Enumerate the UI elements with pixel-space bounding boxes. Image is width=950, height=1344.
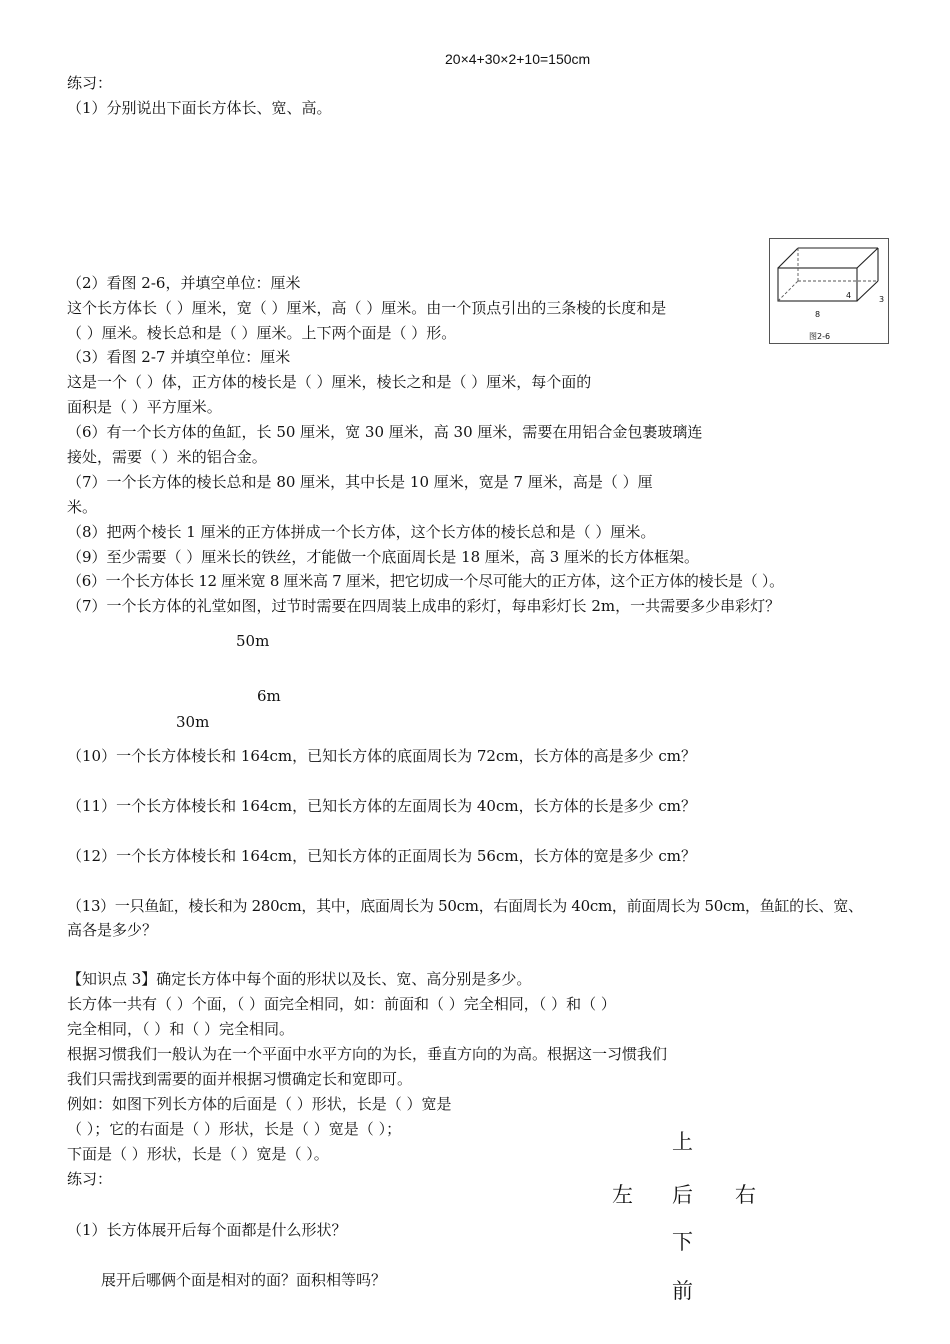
question-11: （11）一个长方体棱长和 164cm，已知长方体的左面周长为 40cm，长方体的长是多少 cm？ xyxy=(67,797,696,815)
face-label-front: 前 xyxy=(672,1279,693,1303)
question-13-line-1: （13）一只鱼缸，棱长和为 280cm，其中，底面周长为 50cm，右面周长为 40cm，前面周长为 50cm，鱼缸的长、宽、 xyxy=(67,897,863,915)
question-2-heading: （2）看图 2-6，并填空单位：厘米 xyxy=(67,274,301,292)
question-6b: （6）一个长方体长 12 厘米宽 8 厘米高 7 厘米，把它切成一个尽可能大的正方体，这个正方体的棱长是（ ）。 xyxy=(67,572,784,590)
face-label-back: 后 xyxy=(672,1183,693,1207)
face-label-bottom: 下 xyxy=(672,1230,693,1254)
knowledge-point-3-line-1: 长方体一共有（ ）个面，（ ）面完全相同，如：前面和（ ）完全相同，（ ）和（ ） xyxy=(67,995,616,1013)
practice-2: 展开后哪俩个面是相对的面？面积相等吗？ xyxy=(101,1271,387,1289)
example-line-2: （ ）；它的右面是（ ）形状，长是（ ）宽是（ ）； xyxy=(67,1120,402,1138)
cuboid-figure-2-6 xyxy=(769,238,889,344)
figure-label-4: 4 xyxy=(846,291,852,300)
face-label-right: 右 xyxy=(735,1183,756,1207)
question-9: （9）至少需要（ ）厘米长的铁丝，才能做一个底面周长是 18 厘米，高 3 厘米的长方体框架。 xyxy=(67,548,700,566)
question-2-line-1: 这个长方体长（ ）厘米，宽（ ）厘米，高（ ）厘米。由一个顶点引出的三条棱的长度和是 xyxy=(67,299,667,317)
dimension-50m: 50m xyxy=(236,632,270,650)
knowledge-point-3-line-2: 完全相同，（ ）和（ ）完全相同。 xyxy=(67,1020,295,1038)
question-7b: （7）一个长方体的礼堂如图，过节时需要在四周装上成串的彩灯，每串彩灯长 2m，一共需要多少串彩灯？ xyxy=(67,597,781,615)
question-8: （8）把两个棱长 1 厘米的正方体拼成一个长方体，这个长方体的棱长总和是（ ）厘米。 xyxy=(67,523,656,541)
dimension-30m: 30m xyxy=(176,713,210,731)
question-6-line-2: 接处，需要（ ）米的铝合金。 xyxy=(67,448,267,466)
question-2-line-2: （ ）厘米。棱长总和是（ ）厘米。上下两个面是（ ）形。 xyxy=(67,324,457,342)
figure-label-3: 3 xyxy=(879,295,885,304)
exercise-heading-2: 练习： xyxy=(67,1170,113,1188)
question-13-line-2: 高各是多少？ xyxy=(67,921,158,939)
question-7-line-2: 米。 xyxy=(67,498,98,516)
face-label-top: 上 xyxy=(672,1130,693,1154)
knowledge-point-3-line-4: 我们只需找到需要的面并根据习惯确定长和宽即可。 xyxy=(67,1070,413,1088)
knowledge-point-3-heading: 【知识点 3】确定长方体中每个面的形状以及长、宽、高分别是多少。 xyxy=(67,970,532,988)
knowledge-point-3-line-3: 根据习惯我们一般认为在一个平面中水平方向的为长，垂直方向的为高。根据这一习惯我们 xyxy=(67,1045,668,1063)
formula-line: 20×4+30×2+10=150cm xyxy=(445,51,591,67)
question-7-line-1: （7）一个长方体的棱长总和是 80 厘米，其中长是 10 厘米，宽是 7 厘米，高是（ ）厘 xyxy=(67,473,653,491)
question-1: （1）分别说出下面长方体长、宽、高。 xyxy=(67,99,332,117)
question-10: （10）一个长方体棱长和 164cm，已知长方体的底面周长为 72cm，长方体的高是多少 cm？ xyxy=(67,747,696,765)
question-3-heading: （3）看图 2-7 并填空单位：厘米 xyxy=(67,348,291,366)
exercise-heading: 练习： xyxy=(67,74,113,92)
practice-1: （1）长方体展开后每个面都是什么形状？ xyxy=(67,1221,347,1239)
question-6-line-1: （6）有一个长方体的鱼缸，长 50 厘米，宽 30 厘米，高 30 厘米，需要在用铝合金包裹玻璃连 xyxy=(67,423,703,441)
figure-caption: 图2-6 xyxy=(809,332,831,341)
example-line-3: 下面是（ ）形状，长是（ ）宽是（ ）。 xyxy=(67,1145,329,1163)
dimension-6m: 6m xyxy=(257,687,281,705)
question-12: （12）一个长方体棱长和 164cm，已知长方体的正面周长为 56cm，长方体的宽是多少 cm？ xyxy=(67,847,696,865)
figure-label-8: 8 xyxy=(815,310,821,319)
question-3-line-2: 面积是（ ）平方厘米。 xyxy=(67,398,222,416)
face-label-left: 左 xyxy=(612,1183,633,1207)
example-line-1: 例如：如图下列长方体的后面是（ ）形状，长是（ ）宽是 xyxy=(67,1095,452,1113)
question-3-line-1: 这是一个（ ）体，正方体的棱长是（ ）厘米，棱长之和是（ ）厘米，每个面的 xyxy=(67,373,592,391)
